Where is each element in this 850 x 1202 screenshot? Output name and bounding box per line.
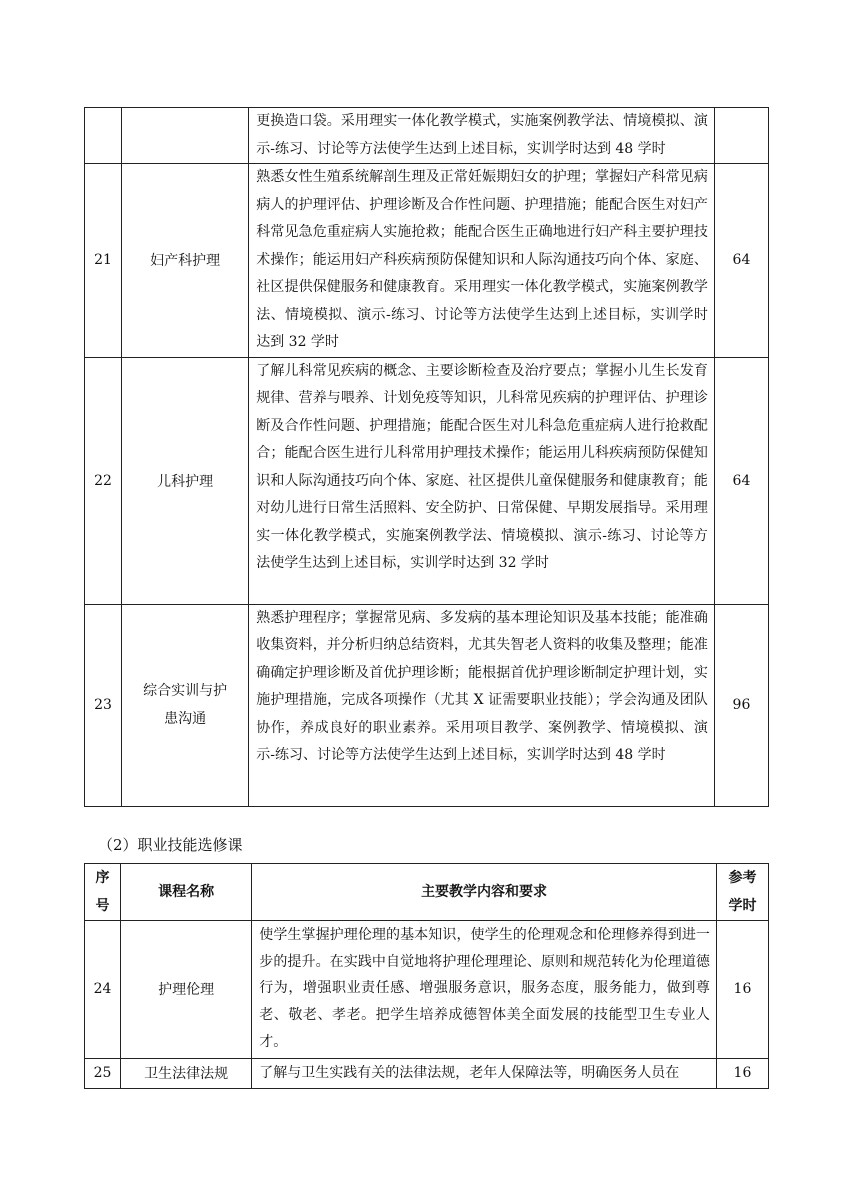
header-content: 主要教学内容和要求 [252, 864, 717, 921]
course-hours: 16 [716, 921, 768, 1059]
section-title: （2）职业技能选修课 [98, 836, 243, 854]
table-row [85, 164, 769, 358]
course-number: 24 [85, 921, 121, 1059]
course-name: 综合实训与护患沟通 [122, 604, 249, 806]
course-content: 更换造口袋。采用理实一体化教学模式，实施案例教学法、情境模拟、演示-练习、讨论等方法使学生达到上述目标，实训学时达到 48 学时 [249, 108, 715, 164]
course-hours: 64 [714, 357, 768, 604]
course-content: 了解与卫生实践有关的法律法规，老年人保障法等，明确医务人员在 [252, 1058, 717, 1088]
course-number: 23 [85, 604, 122, 806]
course-hours: 16 [716, 1058, 768, 1088]
course-content: 熟悉护理程序；掌握常见病、多发病的基本理论知识及基本技能；能准确收集资料，并分析归纳总结资料，尤其失智老人资料的收集及整理；能准确确定护理诊断及首优护理诊断；能根据首优护理诊断制定护理计划，实施护理措施，完成各项操作（尤其 X 证需要职业技能）；学会沟通及团队协作，养成良好的职业素养。采用项目教学、案例教学、情境模拟、演示-练习、讨论等方法使学生达到上述目标，实训学时达到 48 学时 [249, 604, 715, 806]
course-content: 了解儿科常见疾病的概念、主要诊断检查及治疗要点；掌握小儿生长发育规律、营养与喂养、计划免疫等知识，儿科常见疾病的护理评估、护理诊断及合作性问题、护理措施；能配合医生对儿科急危重症病人进行抢救配合；能配合医生进行儿科常用护理技术操作；能运用儿科疾病预防保健知识和人际沟通技巧向个体、家庭、社区提供儿童保健服务和健康教育；能对幼儿进行日常生活照料、安全防护、日常保健、早期发展指导。采用理实一体化教学模式，实施案例教学法、情境模拟、演示-练习、讨论等方法使学生达到上述目标，实训学时达到 32 学时 [249, 357, 715, 604]
table-row [85, 604, 769, 806]
table-row [85, 357, 769, 604]
course-name: 妇产科护理 [122, 164, 249, 358]
elective-courses-table [84, 863, 769, 1089]
course-number: 25 [85, 1058, 121, 1088]
course-content: 使学生掌握护理伦理的基本知识，使学生的伦理观念和伦理修养得到进一步的提升。在实践中自觉地将护理伦理理论、原则和规范转化为伦理道德行为，增强职业责任感、增强服务意识，服务态度，服务能力，做到尊老、敬老、孝老。把学生培养成德智体美全面发展的技能型卫生专业人才。 [252, 921, 717, 1059]
course-hours: 64 [714, 164, 768, 358]
course-hours: 96 [714, 604, 768, 806]
course-name: 卫生法律法规 [121, 1058, 252, 1088]
course-hours [714, 108, 768, 164]
required-courses-table [84, 107, 769, 807]
course-content: 熟悉女性生殖系统解剖生理及正常妊娠期妇女的护理；掌握妇产科常见病病人的护理评估、护理诊断及合作性问题、护理措施；能配合医生对妇产科常见急危重症病人实施抢救；能配合医生正确地进行妇产科主要护理技术操作；能运用妇产科疾病预防保健知识和人际沟通技巧向个体、家庭、社区提供保健服务和健康教育。采用理实一体化教学模式，实施案例教学法、情境模拟、演示-练习、讨论等方法使学生达到上述目标，实训学时达到 32 学时 [249, 164, 715, 358]
course-number [85, 108, 122, 164]
table-row [85, 108, 769, 164]
course-name: 护理伦理 [121, 921, 252, 1059]
course-name [122, 108, 249, 164]
header-number: 序号 [85, 864, 121, 921]
course-name: 儿科护理 [122, 357, 249, 604]
table-header-row [85, 864, 769, 921]
table-row [85, 1058, 769, 1088]
course-number: 22 [85, 357, 122, 604]
header-name: 课程名称 [121, 864, 252, 921]
header-hours: 参考学时 [716, 864, 768, 921]
course-number: 21 [85, 164, 122, 358]
table-row [85, 921, 769, 1059]
